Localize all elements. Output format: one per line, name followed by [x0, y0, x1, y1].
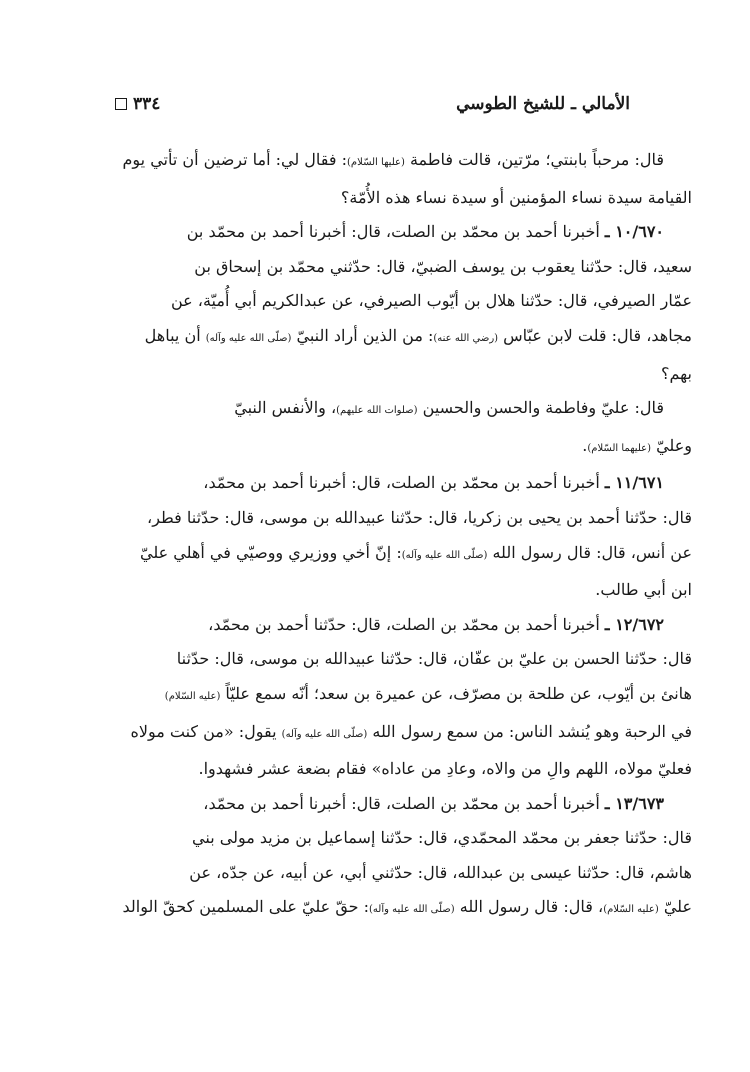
- page-header: [115, 88, 630, 120]
- honorific: (عليه السّلام): [603, 904, 659, 916]
- text-segment: ، والأنفس النبيّ: [234, 398, 337, 418]
- paragraph-line: [115, 319, 692, 357]
- square-ornament-icon: [115, 98, 127, 110]
- paragraph-line: [115, 752, 692, 787]
- honorific: (صلّى الله عليه وآله): [205, 332, 292, 344]
- text-segment: يقول: «من كنت مولاه: [130, 721, 282, 741]
- paragraph-line: [115, 890, 692, 928]
- paragraph-line: [115, 429, 692, 467]
- honorific: (رضي الله عنه): [433, 332, 499, 344]
- honorific: (صلّى الله عليه وآله): [401, 549, 488, 561]
- text-segment: : من الذين أراد النبيّ: [291, 325, 434, 345]
- text-segment: وعليّ: [651, 435, 692, 455]
- body-text: [115, 143, 692, 928]
- text-segment: ، قال: قال رسول الله: [454, 897, 604, 917]
- paragraph-line: [115, 181, 692, 216]
- text-segment: سعيد، قال: حدّثنا يعقوب بن يوسف الضبيّ، قال: حدّثني محمّد بن إسحاق بن: [194, 256, 692, 276]
- text-segment: القيامة سيدة نساء المؤمنين أو سيدة نساء هذه الأُمّة؟: [340, 187, 692, 207]
- honorific: (عليه السّلام): [164, 690, 221, 702]
- text-segment: فعليّ مولاه، اللهم والِ من والاه، وعادِ من عاداه» فقام بضعة عشر فشهدوا.: [198, 759, 692, 779]
- text-segment: أخبرنا أحمد بن محمّد بن الصلت، قال: حدّثنا أحمد بن محمّد،: [208, 614, 605, 634]
- paragraph-first-line: [115, 143, 692, 181]
- hadith-number: ١١/٦٧١ ـ: [604, 473, 664, 493]
- paragraph-first-line: [115, 391, 692, 429]
- text-segment: قال: حدّثنا الحسن بن عليّ بن عفّان، قال: حدّثنا عبيدالله بن موسى، قال: حدّثنا: [176, 649, 692, 669]
- hadith-number: ١٣/٦٧٣ ـ: [604, 793, 664, 813]
- paragraph-first-line: [115, 215, 692, 250]
- text-segment: .: [582, 435, 588, 455]
- text-segment: أخبرنا أحمد بن محمّد بن الصلت، قال: أخبرنا أحمد بن محمّد بن: [186, 222, 605, 242]
- text-segment: هانئ بن أيّوب، عن طلحة بن مصرّف، عن عميرة بن سعد؛ أنّه سمع عليّاً: [220, 683, 692, 703]
- text-segment: في الرحبة وهو يُنشد الناس: من سمع رسول الله: [367, 721, 692, 741]
- paragraph-line: [115, 536, 692, 574]
- text-segment: أخبرنا أحمد بن محمّد بن الصلت، قال: أخبرنا أحمد بن محمّد،: [203, 793, 605, 813]
- paragraph-line: [115, 357, 692, 392]
- text-segment: عمّار الصيرفي، قال: حدّثنا هلال بن أيّوب الصيرفي، عن عبدالكريم أبي أُميّة، عن: [170, 291, 692, 311]
- honorific: (عليها السّلام): [347, 157, 405, 168]
- paragraph-line: [115, 284, 692, 319]
- text-segment: : فقال لي: أما ترضين أن تأتي يوم: [122, 150, 348, 169]
- hadith-number: ١٠/٦٧٠ ـ: [604, 222, 664, 242]
- text-segment: ابن أبي طالب.: [595, 580, 692, 600]
- text-segment: : حقّ عليّ على المسلمين كحقّ الوالد: [122, 897, 370, 917]
- text-segment: مجاهد، قال: قلت لابن عبّاس: [498, 325, 692, 345]
- page-number: ٣٣٤: [133, 94, 161, 114]
- text-segment: قال: حدّثنا جعفر بن محمّد المحمّدي، قال: حدّثنا إسماعيل بن مزيد مولى بني: [192, 828, 692, 848]
- paragraph-line: [115, 821, 692, 856]
- hadith-number: ١٢/٦٧٢ ـ: [604, 614, 664, 634]
- honorific: (صلّى الله عليه وآله): [369, 904, 455, 916]
- honorific: (صلّى الله عليه وآله): [281, 728, 368, 740]
- honorific: (عليهما السّلام): [587, 442, 651, 454]
- paragraph-line: [115, 250, 692, 285]
- paragraph-line: [115, 501, 692, 536]
- text-segment: عليّ: [658, 897, 692, 917]
- paragraph-first-line: [115, 608, 692, 643]
- paragraph-line: [115, 715, 692, 753]
- paragraph-line: [115, 677, 692, 715]
- text-segment: هاشم، قال: حدّثنا عيسى بن عبدالله، قال: حدّثني أبي، عن أبيه، عن جدّه، عن: [189, 862, 692, 882]
- honorific: (صلوات الله عليهم): [336, 405, 418, 417]
- text-segment: أن يباهل: [144, 325, 206, 345]
- text-segment: قال: عليّ وفاطمة والحسن والحسين: [417, 398, 664, 418]
- text-segment: : إنّ أخي ووزيري ووصيّي في أهلي عليّ: [140, 542, 402, 562]
- paragraph-first-line: [115, 787, 692, 822]
- running-title: الأمالي ـ للشيخ الطوسي: [456, 94, 630, 114]
- text-segment: بهم؟: [661, 363, 692, 383]
- paragraph-line: [115, 856, 692, 891]
- text-segment: عن أنس، قال: قال رسول الله: [487, 542, 692, 562]
- text-segment: قال: مرحباً بابنتي؛ مرّتين، قالت فاطمة: [404, 150, 664, 169]
- paragraph-line: [115, 573, 692, 608]
- page-number-block: [115, 94, 160, 114]
- text-segment: قال: حدّثنا أحمد بن يحيى بن زكريا، قال: حدّثنا عبيدالله بن موسى، قال: حدّثنا فطر،: [147, 507, 692, 527]
- paragraph-line: [115, 642, 692, 677]
- text-segment: أخبرنا أحمد بن محمّد بن الصلت، قال: أخبرنا أحمد بن محمّد،: [203, 473, 605, 493]
- paragraph-first-line: [115, 466, 692, 501]
